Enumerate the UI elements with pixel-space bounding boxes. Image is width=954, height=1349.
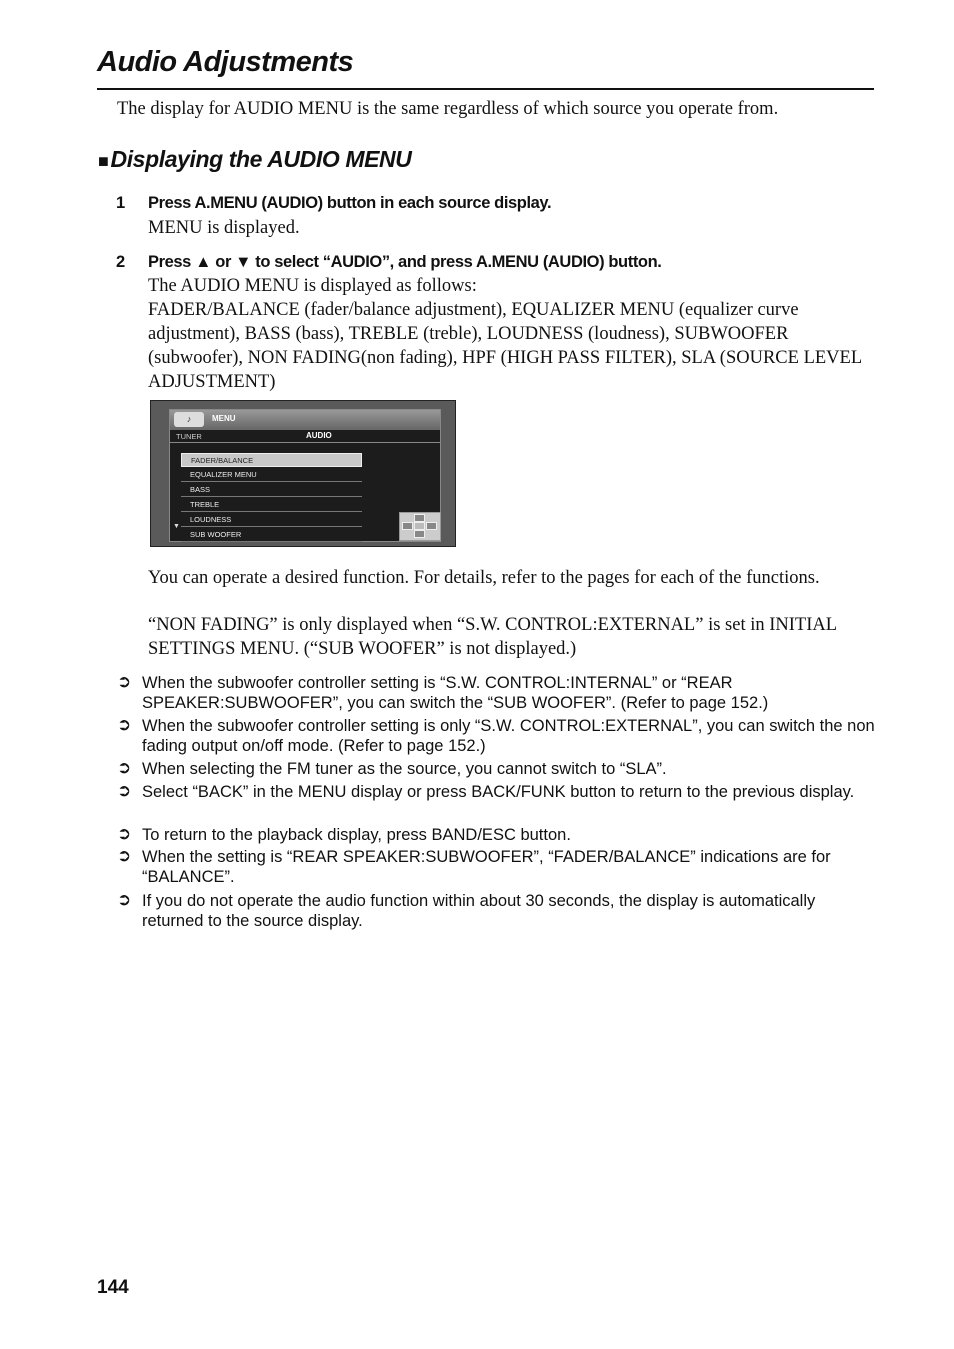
arrow-bullet-icon: ➲ [117, 781, 132, 800]
section-marker-icon: ■ [98, 151, 109, 171]
screen-topbar [170, 410, 440, 430]
menu-logo-icon: ♪ [174, 412, 204, 427]
arrow-bullet-icon: ➲ [117, 846, 132, 865]
screen-panel [169, 409, 441, 542]
screen-menu-title: MENU [212, 414, 236, 423]
screen-menu-item[interactable]: FADER/BALANCE [181, 453, 362, 467]
note-item: ➲ When the subwoofer controller setting is “S.W. CONTROL:INTERNAL” or “REAR SPEAKER:SUBWOOFER”, you can switch the “SUB WOOFER”. (Refer to page 152.) [117, 672, 769, 712]
screen-source: TUNER [176, 432, 202, 441]
joystick-right-button[interactable] [426, 522, 437, 530]
step-2-heading: Press ▲ or ▼ to select “AUDIO”, and press A.MENU (AUDIO) button. [148, 253, 662, 271]
audio-menu-screenshot [150, 400, 456, 547]
screen-menu-item[interactable]: SUB WOOFER [181, 528, 362, 542]
screen-audio-header: AUDIO [306, 431, 332, 440]
step-2-body-line-1: The AUDIO MENU is displayed as follows: [148, 276, 477, 296]
joystick-icon[interactable] [399, 512, 441, 541]
note-item: ➲ When the setting is “REAR SPEAKER:SUBWOOFER”, “FADER/BALANCE” indications are for “BALANCE”. [117, 846, 831, 886]
arrow-bullet-icon: ➲ [117, 715, 132, 734]
title-rule [97, 88, 874, 90]
arrow-bullet-icon: ➲ [117, 890, 132, 909]
scroll-down-icon[interactable]: ▼ [173, 523, 180, 530]
after-screen-text-1: You can operate a desired function. For details, refer to the pages for each of the functions. [148, 568, 820, 588]
screen-menu-item[interactable]: EQUALIZER MENU [181, 468, 362, 482]
section-heading-text: Displaying the AUDIO MENU [110, 146, 412, 172]
joystick-left-button[interactable] [402, 522, 413, 530]
note-item: ➲ When the subwoofer controller setting is only “S.W. CONTROL:EXTERNAL”, you can switch the non fading output on/off mode. (Refer to page 152.) [117, 715, 875, 755]
step-1-body: MENU is displayed. [148, 218, 300, 238]
step-1-heading: Press A.MENU (AUDIO) button in each source display. [148, 194, 552, 212]
page-title: Audio Adjustments [97, 46, 354, 78]
step-1-number: 1 [116, 194, 126, 212]
note-item: ➲ Select “BACK” in the MENU display or press BACK/FUNK button to return to the previous display. [117, 781, 855, 801]
screen-menu-item[interactable]: LOUDNESS [181, 513, 362, 527]
step-2-number: 2 [116, 253, 126, 271]
step-2-body-line-2: FADER/BALANCE (fader/balance adjustment), EQUALIZER MENU (equalizer curve adjustment), BASS (bass), TREBLE (treble), LOUDNESS (loudness), SUBWOOFER (subwoofer), NON FADING(non fading), HPF (HIGH PASS FILTER), SLA (SOURCE LEVEL ADJUSTMENT) [148, 300, 862, 392]
screen-menu-item[interactable]: BASS [181, 483, 362, 497]
down-arrow-icon: ▼ [235, 253, 252, 271]
intro-text: The display for AUDIO MENU is the same regardless of which source you operate from. [117, 99, 779, 119]
section-heading [98, 146, 411, 173]
screen-divider [170, 442, 440, 443]
page-number: 144 [97, 1277, 129, 1298]
arrow-bullet-icon: ➲ [117, 758, 132, 777]
note-item: ➲ If you do not operate the audio function within about 30 seconds, the display is automatically returned to the source display. [117, 890, 816, 930]
arrow-bullet-icon: ➲ [117, 824, 132, 843]
up-arrow-icon: ▲ [195, 253, 212, 271]
screen-menu-item[interactable]: TREBLE [181, 498, 362, 512]
note-item: ➲ When selecting the FM tuner as the source, you cannot switch to “SLA”. [117, 758, 667, 778]
joystick-center-button[interactable] [414, 522, 425, 530]
after-screen-text-2: “NON FADING” is only displayed when “S.W. CONTROL:EXTERNAL” is set in INITIAL SETTINGS MENU. (“SUB WOOFER” is not displayed.) [148, 615, 837, 659]
note-item: ➲ To return to the playback display, press BAND/ESC button. [117, 824, 571, 844]
arrow-bullet-icon: ➲ [117, 672, 132, 691]
joystick-up-button[interactable] [414, 514, 425, 522]
joystick-down-button[interactable] [414, 530, 425, 538]
